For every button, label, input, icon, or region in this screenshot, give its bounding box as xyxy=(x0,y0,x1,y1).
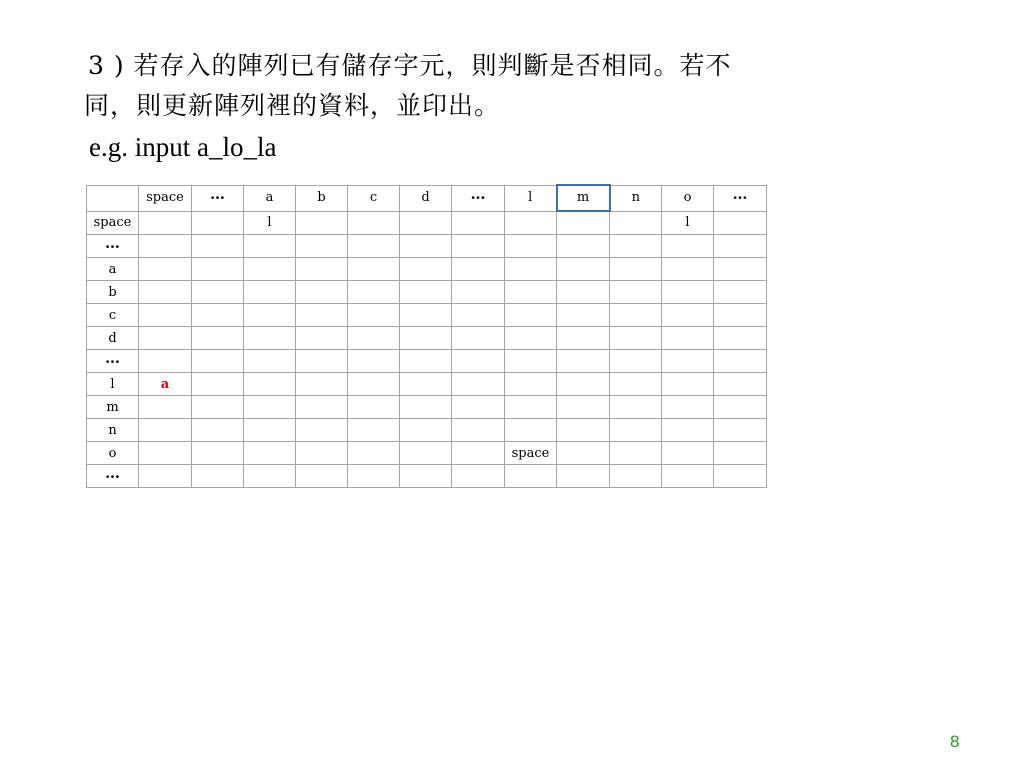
table-cell xyxy=(139,258,192,281)
row-header-label: o xyxy=(108,445,117,461)
table-cell xyxy=(400,304,452,327)
table-row xyxy=(87,304,767,327)
table-cell xyxy=(244,211,296,235)
table-cell xyxy=(244,442,296,465)
column-header xyxy=(87,185,139,211)
table-cell xyxy=(714,442,767,465)
table-cell xyxy=(505,442,557,465)
row-header xyxy=(87,350,139,373)
table-row xyxy=(87,396,767,419)
column-header xyxy=(244,185,296,211)
table-cell xyxy=(296,465,348,488)
table-cell xyxy=(348,465,400,488)
column-header-label: b xyxy=(317,189,326,205)
table-cell xyxy=(452,396,505,419)
table-row xyxy=(87,350,767,373)
table-row xyxy=(87,419,767,442)
column-header-label: n xyxy=(631,189,640,205)
table-cell xyxy=(400,442,452,465)
table-cell xyxy=(348,396,400,419)
table-row xyxy=(87,235,767,258)
table-cell xyxy=(400,281,452,304)
table-cell xyxy=(348,350,400,373)
table-cell xyxy=(192,419,244,442)
table-cell xyxy=(400,258,452,281)
example-input: e.g. input a_lo_la xyxy=(89,132,277,162)
table-cell xyxy=(662,465,714,488)
table-cell xyxy=(192,258,244,281)
table-cell xyxy=(452,281,505,304)
column-header xyxy=(505,185,557,211)
row-header-label: b xyxy=(108,284,117,300)
table-cell xyxy=(557,442,610,465)
table-cell xyxy=(452,327,505,350)
table-cell xyxy=(557,419,610,442)
table-cell xyxy=(244,419,296,442)
table-cell xyxy=(452,258,505,281)
column-header-label: d xyxy=(421,189,430,205)
table-cell xyxy=(557,235,610,258)
table-cell xyxy=(348,235,400,258)
table-cell xyxy=(610,327,662,350)
table-cell xyxy=(557,327,610,350)
row-header xyxy=(87,281,139,304)
table-cell xyxy=(192,235,244,258)
table-cell xyxy=(139,373,192,396)
table-cell xyxy=(139,304,192,327)
table-cell xyxy=(714,419,767,442)
table-cell xyxy=(505,281,557,304)
table-row xyxy=(87,442,767,465)
table-cell xyxy=(139,396,192,419)
table-row xyxy=(87,281,767,304)
table-cell xyxy=(662,258,714,281)
cell-value: l xyxy=(685,215,690,231)
table-cell xyxy=(296,327,348,350)
table-cell xyxy=(192,442,244,465)
table-cell xyxy=(139,235,192,258)
table-cell xyxy=(192,373,244,396)
table-cell xyxy=(192,281,244,304)
table-cell xyxy=(400,350,452,373)
table-cell xyxy=(296,304,348,327)
table-cell xyxy=(662,304,714,327)
table-cell xyxy=(662,235,714,258)
table-cell xyxy=(610,373,662,396)
table-cell xyxy=(348,258,400,281)
cell-value: l xyxy=(267,215,272,231)
table-cell xyxy=(610,281,662,304)
column-header xyxy=(557,185,610,211)
table-cell xyxy=(610,304,662,327)
table-cell xyxy=(192,327,244,350)
table-cell xyxy=(296,419,348,442)
column-header-label: a xyxy=(265,189,274,205)
table-cell xyxy=(505,327,557,350)
table-cell xyxy=(505,373,557,396)
table-cell xyxy=(244,281,296,304)
table-cell xyxy=(505,419,557,442)
column-header xyxy=(610,185,662,211)
table-cell xyxy=(557,281,610,304)
cell-value: space xyxy=(511,445,550,461)
table-cell xyxy=(714,281,767,304)
table-cell xyxy=(714,465,767,488)
table-cell xyxy=(714,327,767,350)
column-header-label: … xyxy=(732,185,748,203)
table-cell xyxy=(244,258,296,281)
table-cell xyxy=(244,327,296,350)
row-header xyxy=(87,304,139,327)
column-header-label: c xyxy=(369,189,378,205)
table-cell xyxy=(505,350,557,373)
row-header xyxy=(87,465,139,488)
table-cell xyxy=(610,442,662,465)
table-cell xyxy=(296,235,348,258)
row-header-label: d xyxy=(108,330,117,346)
table-cell xyxy=(505,235,557,258)
table-cell xyxy=(557,465,610,488)
table-cell xyxy=(662,396,714,419)
table-cell xyxy=(610,419,662,442)
table-cell xyxy=(296,373,348,396)
row-header xyxy=(87,211,139,235)
table-cell xyxy=(452,211,505,235)
row-header-label: a xyxy=(108,261,117,277)
table-cell xyxy=(452,373,505,396)
row-header xyxy=(87,327,139,350)
table-cell xyxy=(296,442,348,465)
table-cell xyxy=(400,235,452,258)
table-row xyxy=(87,465,767,488)
table-row xyxy=(87,258,767,281)
row-header-label: n xyxy=(108,422,117,438)
table-cell xyxy=(348,211,400,235)
row-header-label: … xyxy=(105,234,120,252)
table-cell xyxy=(557,396,610,419)
table-cell xyxy=(662,350,714,373)
table-cell xyxy=(400,465,452,488)
table-cell xyxy=(557,373,610,396)
table-cell xyxy=(662,419,714,442)
heading-line-2: 同，則更新陣列裡的資料，並印出。 xyxy=(84,91,501,120)
column-header xyxy=(296,185,348,211)
page-number: 8 xyxy=(950,732,960,751)
table-cell xyxy=(714,235,767,258)
cell-value: a xyxy=(160,376,170,392)
table-cell xyxy=(662,281,714,304)
table-cell xyxy=(348,373,400,396)
table-cell xyxy=(452,465,505,488)
table-cell xyxy=(296,396,348,419)
table-cell xyxy=(714,396,767,419)
table-cell xyxy=(296,281,348,304)
table-cell xyxy=(505,258,557,281)
table-cell xyxy=(662,327,714,350)
column-header-label: … xyxy=(210,185,225,203)
row-header xyxy=(87,258,139,281)
table-cell xyxy=(348,327,400,350)
table-cell xyxy=(610,350,662,373)
table-cell xyxy=(192,396,244,419)
table-row xyxy=(87,327,767,350)
table-cell xyxy=(714,350,767,373)
row-header-label: c xyxy=(108,307,117,323)
table-cell xyxy=(348,281,400,304)
table-cell xyxy=(452,235,505,258)
table-cell xyxy=(610,258,662,281)
table-cell xyxy=(714,258,767,281)
row-header-label: m xyxy=(106,399,119,415)
row-header xyxy=(87,419,139,442)
row-header-label: … xyxy=(105,349,120,367)
table-cell xyxy=(505,211,557,235)
table-cell xyxy=(296,258,348,281)
row-header-label: … xyxy=(105,464,120,482)
table-header-row xyxy=(87,185,767,211)
table-cell xyxy=(192,304,244,327)
table-cell xyxy=(296,350,348,373)
column-header xyxy=(192,185,244,211)
table-cell xyxy=(139,419,192,442)
column-header xyxy=(452,185,505,211)
table-cell xyxy=(139,211,192,235)
table-cell xyxy=(348,304,400,327)
table-cell xyxy=(348,442,400,465)
table-cell xyxy=(714,304,767,327)
table-cell xyxy=(452,442,505,465)
table-cell xyxy=(505,304,557,327)
table-cell xyxy=(714,211,767,235)
table-cell xyxy=(400,211,452,235)
table-cell xyxy=(557,304,610,327)
table-cell xyxy=(400,396,452,419)
table-cell xyxy=(610,396,662,419)
column-header xyxy=(662,185,714,211)
column-header-label: l xyxy=(528,189,533,205)
slide-heading xyxy=(84,46,948,126)
column-header-label: m xyxy=(576,190,590,205)
table-cell xyxy=(557,258,610,281)
heading-line-1: 3 ) 若存入的陣列已有儲存字元，則判斷是否相同。若不 xyxy=(88,51,732,80)
column-header-label: o xyxy=(683,189,692,205)
table-cell xyxy=(557,211,610,235)
table-cell xyxy=(610,211,662,235)
table-cell xyxy=(192,350,244,373)
table-cell xyxy=(244,350,296,373)
table-cell xyxy=(139,465,192,488)
row-header xyxy=(87,442,139,465)
table-cell xyxy=(505,465,557,488)
table-cell xyxy=(244,373,296,396)
table-cell xyxy=(244,465,296,488)
table-cell xyxy=(348,419,400,442)
column-header xyxy=(400,185,452,211)
row-header xyxy=(87,396,139,419)
column-header xyxy=(348,185,400,211)
table-cell xyxy=(400,419,452,442)
table-cell xyxy=(139,350,192,373)
table-cell xyxy=(452,419,505,442)
column-header xyxy=(139,185,192,211)
table-cell xyxy=(400,373,452,396)
table-row xyxy=(87,211,767,235)
transition-table xyxy=(86,184,767,488)
table-cell xyxy=(192,465,244,488)
table-cell xyxy=(610,235,662,258)
row-header-label: l xyxy=(110,376,115,392)
table-cell xyxy=(557,350,610,373)
table-cell xyxy=(662,373,714,396)
table-cell xyxy=(662,442,714,465)
row-header-label: space xyxy=(93,215,132,231)
column-header xyxy=(714,185,767,211)
table-cell xyxy=(296,211,348,235)
table-cell xyxy=(139,281,192,304)
table-row xyxy=(87,373,767,396)
character-array-table xyxy=(86,184,767,488)
table-cell xyxy=(192,211,244,235)
row-header xyxy=(87,235,139,258)
column-header-label: space xyxy=(146,189,184,205)
table-cell xyxy=(244,396,296,419)
table-cell xyxy=(139,327,192,350)
table-cell xyxy=(662,211,714,235)
table-cell xyxy=(139,442,192,465)
table-cell xyxy=(505,396,557,419)
table-cell xyxy=(610,465,662,488)
table-cell xyxy=(452,304,505,327)
table-cell xyxy=(244,304,296,327)
table-cell xyxy=(452,350,505,373)
row-header xyxy=(87,373,139,396)
table-cell xyxy=(714,373,767,396)
table-cell xyxy=(244,235,296,258)
table-cell xyxy=(400,327,452,350)
column-header-label: … xyxy=(470,185,486,203)
